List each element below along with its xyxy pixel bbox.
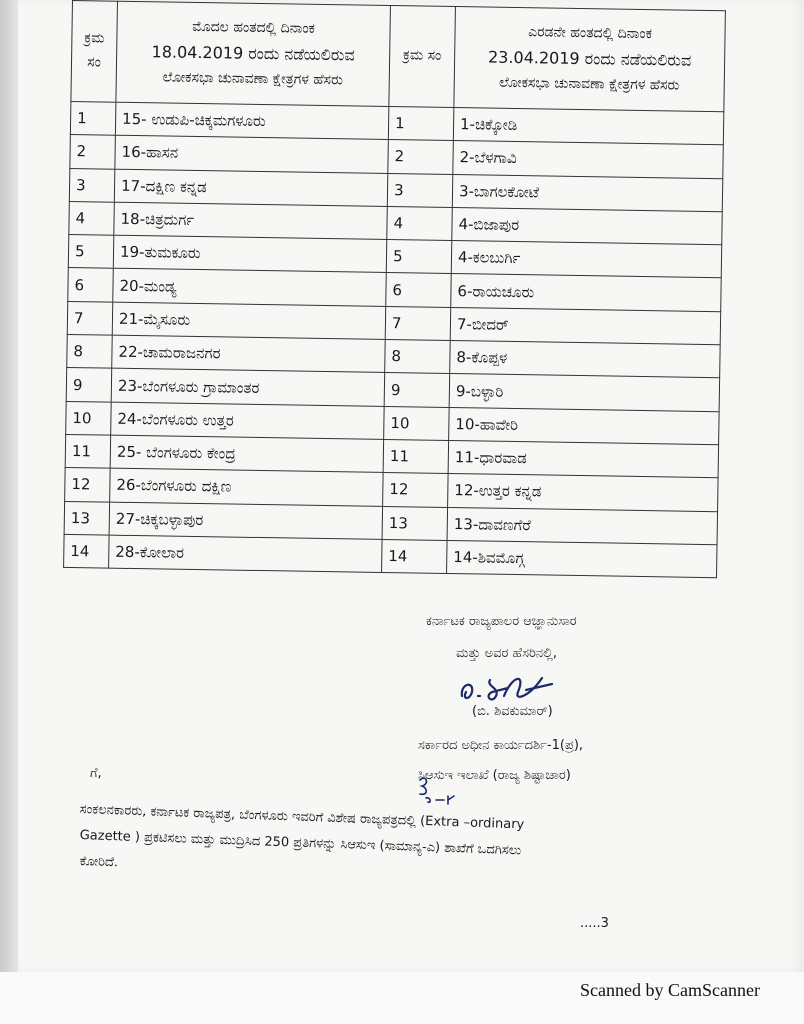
row-serial-2: 13 bbox=[382, 506, 448, 540]
row-serial-2: 6 bbox=[386, 273, 452, 307]
row-serial-2: 14 bbox=[382, 539, 448, 573]
header-serial-1: ಕ್ರಮ ಸಂ bbox=[71, 1, 118, 103]
row-constituency-phase-1: 19-ತುಮಕೂರು bbox=[113, 235, 386, 273]
authority-line-1: ಕರ್ನಾಟಕ ರಾಜ್ಯಪಾಲರ ಆಜ್ಞಾನುಸಾರ bbox=[426, 614, 577, 629]
row-serial-2: 4 bbox=[387, 206, 453, 240]
page-continuation-marker: .....3 bbox=[580, 916, 609, 931]
row-constituency-phase-1: 25- ಬೆಂಗಳೂರು ಕೇಂದ್ರ bbox=[110, 435, 383, 473]
row-serial-2: 1 bbox=[388, 106, 454, 140]
row-serial-2: 11 bbox=[383, 439, 449, 473]
row-serial-2: 12 bbox=[383, 473, 449, 507]
row-serial-2: 5 bbox=[386, 240, 452, 274]
row-serial-1: 12 bbox=[65, 468, 111, 502]
row-constituency-phase-1: 28-ಕೋಲಾರ bbox=[109, 535, 382, 573]
to-label: ಗೆ, bbox=[90, 766, 102, 781]
signatory-name: (ಬಿ. ಶಿವಕುಮಾರ್) bbox=[472, 704, 553, 719]
row-serial-1: 8 bbox=[67, 335, 113, 369]
row-serial-1: 7 bbox=[67, 301, 113, 335]
header-phase-2-line2: 23.04.2019 ರಂದು ನಡೆಯಲಿರುವ bbox=[487, 47, 692, 71]
row-constituency-phase-1: 27-ಚಿಕ್ಕಬಳ್ಳಾಪುರ bbox=[109, 502, 382, 540]
row-constituency-phase-1: 16-ಹಾಸನ bbox=[115, 135, 388, 173]
row-serial-2: 9 bbox=[384, 373, 450, 407]
row-serial-1: 2 bbox=[70, 135, 116, 169]
header-phase-2-line1: ಎರಡನೇ ಹಂತದಲ್ಲಿ ದಿನಾಂಕ bbox=[528, 23, 653, 42]
row-constituency-phase-2: 2-ಬೆಳಗಾವಿ bbox=[453, 141, 723, 179]
signatory-designation: ಸರ್ಕಾರದ ಅಧೀನ ಕಾರ್ಯದರ್ಶಿ-1(ಪ್ರ), bbox=[418, 738, 584, 753]
row-constituency-phase-2: 4-ಕಲಬುರ್ಗಿ bbox=[451, 241, 721, 279]
row-constituency-phase-2: 11-ಧಾರವಾಡ bbox=[448, 440, 718, 478]
row-serial-1: 5 bbox=[68, 235, 114, 269]
row-serial-2: 7 bbox=[385, 306, 451, 340]
row-constituency-phase-2: 3-ಬಾಗಲಕೋಟೆ bbox=[452, 174, 722, 212]
signatory-department: ಸಿಆಸುಇ ಇಲಾಖೆ (ರಾಜ್ಯ ಶಿಷ್ಟಾಚಾರ) bbox=[418, 768, 571, 783]
row-serial-1: 10 bbox=[66, 401, 112, 435]
row-constituency-phase-2: 9-ಬಳ್ಳಾರಿ bbox=[449, 374, 719, 412]
row-serial-2: 10 bbox=[384, 406, 450, 440]
row-serial-1: 11 bbox=[65, 434, 111, 468]
row-constituency-phase-2: 4-ಬಿಜಾಪುರ bbox=[452, 207, 722, 245]
header-phase-1-line3: ಲೋಕಸಭಾ ಚುನಾವಣಾ ಕ್ಷೇತ್ರಗಳ ಹೆಸರು bbox=[162, 69, 344, 88]
row-constituency-phase-1: 18-ಚಿತ್ರದುರ್ಗ bbox=[114, 202, 387, 240]
initials-mark-icon bbox=[416, 770, 466, 806]
row-constituency-phase-1: 23-ಬೆಂಗಳೂರು ಗ್ರಾಮಾಂತರ bbox=[111, 369, 384, 407]
row-constituency-phase-1: 26-ಬೆಂಗಳೂರು ದಕ್ಷಿಣ bbox=[110, 468, 383, 506]
row-serial-1: 13 bbox=[64, 501, 110, 535]
row-serial-2: 2 bbox=[388, 140, 454, 174]
row-serial-1: 1 bbox=[70, 101, 116, 135]
row-constituency-phase-2: 14-ಶಿವಮೊಗ್ಗ bbox=[447, 540, 717, 578]
header-serial-2: ಕ್ರಮ ಸಂ bbox=[389, 6, 456, 108]
row-serial-2: 3 bbox=[387, 173, 453, 207]
header-phase-1-line2: 18.04.2019 ರಂದು ನಡೆಯಲಿರುವ bbox=[151, 42, 355, 65]
row-constituency-phase-1: 15- ಉಡುಪಿ-ಚಿಕ್ಕಮಗಳೂರು bbox=[115, 102, 388, 140]
row-constituency-phase-2: 6-ರಾಯಚೂರು bbox=[451, 274, 721, 312]
body-line-2: Gazette ) ಪ್ರಕಟಿಸಲು ಮತ್ತು ಮುದ್ರಿಸಿದ 250 ಪ್ರತಿಗಳನ್ನು ಸಿಆಸುಇ (ಸಾಮಾನ್ಯ-ಎ) ಶಾಖೆಗೆ ಒದಗಿಸಲು bbox=[79, 828, 522, 859]
row-serial-1: 14 bbox=[64, 534, 110, 568]
row-constituency-phase-2: 1-ಚಿಕ್ಕೋಡಿ bbox=[453, 108, 723, 146]
row-serial-1: 9 bbox=[66, 368, 112, 402]
row-constituency-phase-2: 12-ಉತ್ತರ ಕನ್ನಡ bbox=[448, 474, 718, 512]
row-constituency-phase-1: 21-ಮೈಸೂರು bbox=[112, 302, 385, 340]
row-constituency-phase-1: 17-ದಕ್ಷಿಣ ಕನ್ನಡ bbox=[114, 169, 387, 207]
row-constituency-phase-2: 13-ದಾವಣಗೆರೆ bbox=[447, 507, 717, 545]
row-constituency-phase-1: 20-ಮಂಡ್ಯ bbox=[113, 269, 386, 307]
row-constituency-phase-1: 22-ಚಾಮರಾಜನಗರ bbox=[112, 335, 385, 373]
header-phase-1-line1: ಮೊದಲ ಹಂತದಲ್ಲಿ ದಿನಾಂಕ bbox=[192, 18, 316, 37]
row-constituency-phase-2: 10-ಹಾವೇರಿ bbox=[449, 407, 719, 445]
body-line-1: ಸಂಕಲನಕಾರರು, ಕರ್ನಾಟಕ ರಾಜ್ಯಪತ್ರ, ಬೆಂಗಳೂರು ಇವರಿಗೆ ವಿಶೇಷ ರಾಜ್ಯಪತ್ರದಲ್ಲಿ (Extra –ordinary bbox=[79, 802, 525, 833]
row-serial-1: 3 bbox=[69, 168, 115, 202]
authority-line-2: ಮತ್ತು ಅವರ ಹೆಸರಿನಲ್ಲಿ, bbox=[456, 646, 558, 661]
camscanner-footer: Scanned by CamScanner bbox=[580, 980, 760, 1000]
body-line-3: ಕೋರಿದೆ. bbox=[79, 854, 119, 871]
row-constituency-phase-2: 8-ಕೊಪ್ಪಳ bbox=[450, 341, 720, 379]
row-serial-1: 4 bbox=[69, 201, 115, 235]
row-serial-1: 6 bbox=[68, 268, 114, 302]
row-constituency-phase-2: 7-ಬೀದರ್ bbox=[450, 307, 720, 345]
row-serial-2: 8 bbox=[385, 340, 451, 374]
header-phase-2-line3: ಲೋಕಸಭಾ ಚುನಾವಣಾ ಕ್ಷೇತ್ರಗಳ ಹೆಸರು bbox=[498, 74, 680, 94]
row-constituency-phase-1: 24-ಬೆಂಗಳೂರು ಉತ್ತರ bbox=[111, 402, 384, 440]
